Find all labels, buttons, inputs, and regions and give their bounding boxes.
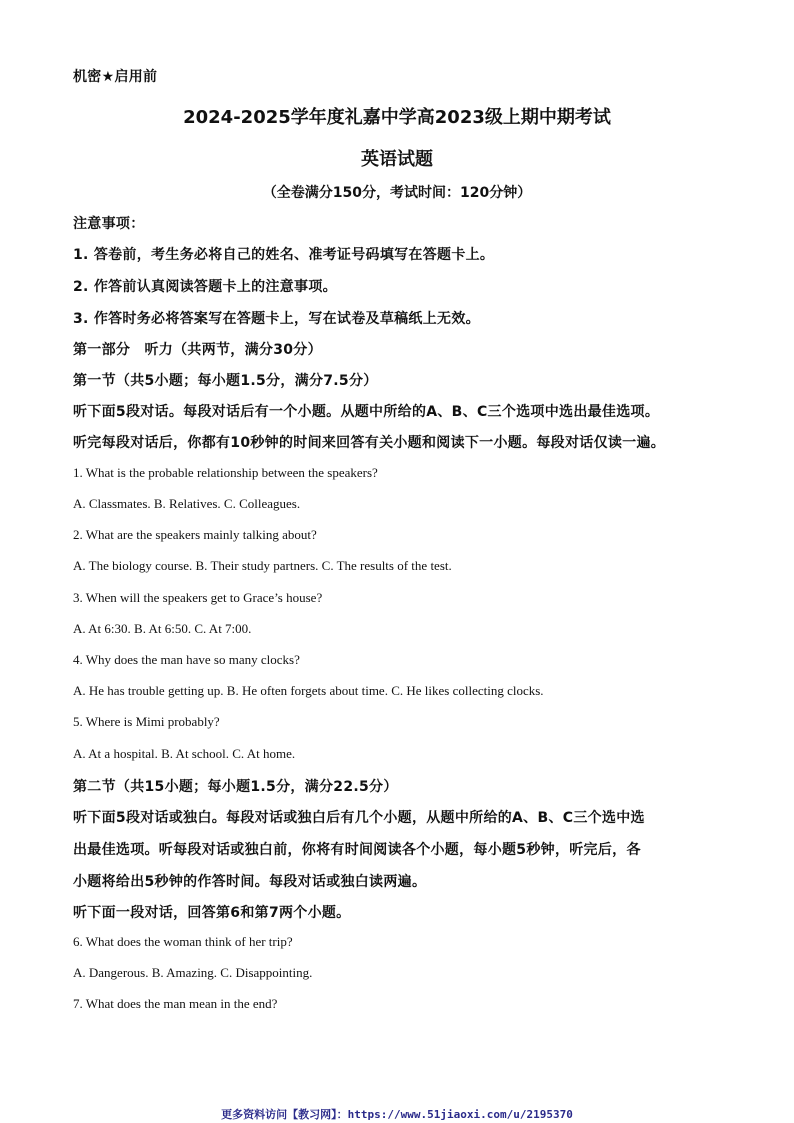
- question-4-options: A. He has trouble getting up. B. He often forgets about time. C. He likes collecting clocks.: [73, 683, 544, 698]
- confidential-label: 机密★启用前: [73, 69, 158, 85]
- subject-title: 英语试题: [361, 149, 433, 170]
- question-1-options: A. Classmates. B. Relatives. C. Colleagues.: [73, 496, 301, 511]
- question-4: 4. Why does the man have so many clocks?: [73, 652, 300, 667]
- question-2-options: A. The biology course. B. Their study partners. C. The results of the test.: [73, 558, 452, 573]
- section2-instruction: 听下面5段对话或独白。每段对话或独白后有几个小题，从题中所给的A、B、C三个选中选: [73, 810, 645, 826]
- score-info: （全卷满分150分，考试时间：120分钟）: [262, 185, 532, 201]
- question-3-options: A. At 6:30. B. At 6:50. C. At 7:00.: [73, 621, 252, 636]
- notice-item: 1. 答卷前，考生务必将自己的姓名、准考证号码填写在答题卡上。: [73, 247, 495, 263]
- notice-item: 2. 作答前认真阅读答题卡上的注意事项。: [73, 279, 337, 295]
- question-5: 5. Where is Mimi probably?: [73, 714, 220, 729]
- notice-heading: 注意事项：: [73, 216, 145, 232]
- notice-item: 3. 作答时务必将答案写在答题卡上，写在试卷及草稿纸上无效。: [73, 311, 480, 327]
- exam-title: 2024-2025学年度礼嘉中学高2023级上期中期考试: [183, 107, 611, 128]
- sub-instruction: 听下面一段对话，回答第6和第7两个小题。: [73, 905, 351, 921]
- section1-instruction: 听下面5段对话。每段对话后有一个小题。从题中所给的A、B、C三个选项中选出最佳选项。: [73, 404, 660, 420]
- footer-link[interactable]: 更多资料访问【教习网】：https://www.51jiaoxi.com/u/2195370: [221, 1108, 573, 1121]
- section2-instruction: 出最佳选项。听每段对话或独白前，你将有时间阅读各个小题，每小题5秒钟，听完后，各: [73, 842, 641, 858]
- section1-instruction: 听完每段对话后，你都有10秒钟的时间来回答有关小题和阅读下一小题。每段对话仅读一遍。: [73, 435, 666, 451]
- question-3: 3. When will the speakers get to Grace’s house?: [73, 590, 323, 605]
- question-6-options: A. Dangerous. B. Amazing. C. Disappointing.: [73, 965, 313, 980]
- part1-heading: 第一部分 听力（共两节，满分30分）: [73, 342, 322, 358]
- question-1: 1. What is the probable relationship between the speakers?: [73, 465, 378, 480]
- question-2: 2. What are the speakers mainly talking about?: [73, 527, 317, 542]
- section2-instruction: 小题将给出5秒钟的作答时间。每段对话或独白读两遍。: [73, 874, 427, 890]
- section2-heading: 第二节（共15小题；每小题1.5分，满分22.5分）: [73, 779, 398, 795]
- question-6: 6. What does the woman think of her trip?: [73, 934, 293, 949]
- question-5-options: A. At a hospital. B. At school. C. At home.: [73, 746, 296, 761]
- question-7: 7. What does the man mean in the end?: [73, 996, 278, 1011]
- section1-heading: 第一节（共5小题；每小题1.5分，满分7.5分）: [73, 373, 378, 389]
